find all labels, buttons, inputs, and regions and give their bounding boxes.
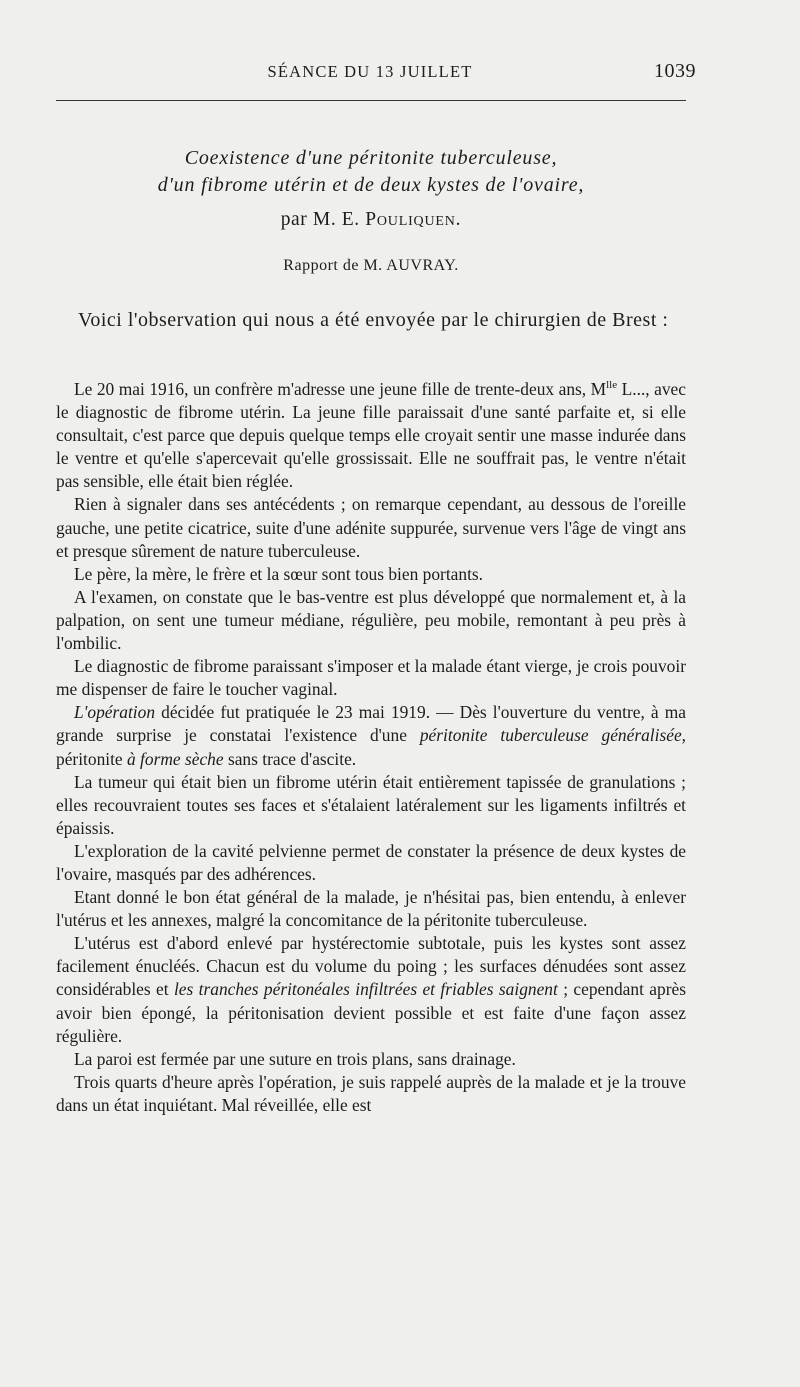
paragraph-1: Le 20 mai 1916, un confrère m'adresse une jeune fille de trente-deux ans, $M^{lle}$ L..., avec le diagnostic de fibrome utérin. La jeune fille paraissait d'une santé parfaite et, si elle consultait, c'est parce que depuis quelque temps elle croyait sentir une masse indurée dans le ventre et qu'elle s'apercevait qu'elle grossissait. Elle ne souffrait pas, le ventre n'était pas sensible, elle était bien réglée. [56, 379, 686, 492]
paragraph-5: Le diagnostic de fibrome paraissant s'imposer et la malade étant vierge, je crois pouvoir me dispenser de faire le toucher vaginal. [56, 656, 686, 700]
byline-author: Pouliquen. [365, 209, 462, 230]
article-title-line-1: Coexistence d'une péritonite tuberculeuse, [184, 147, 558, 169]
article-title [56, 145, 686, 199]
header-rule [56, 100, 686, 101]
article-title-line-2: d'un fibrome utérin et de deux kystes de l'ovaire, [157, 174, 585, 196]
report-line: Rapport de M. AUVRAY. [283, 257, 459, 274]
superscript-lle: lle [606, 379, 618, 392]
running-header [56, 60, 696, 86]
paragraph-6: L'opération décidée fut pratiquée le 23 mai 1919. — Dès l'ouverture du ventre, à ma grande surprise je constatai l'existence d'une péritonite tuberculeuse généralisée, péritonite à forme sèche sans trace d'ascite. [56, 702, 687, 769]
intro-paragraph: Voici l'observation qui nous a été envoyée par le chirurgien de Brest : [78, 309, 669, 331]
paragraph-9: Etant donné le bon état général de la malade, je n'hésitai pas, bien entendu, à enlever l'utérus et les annexes, malgré la concomitance de la péritonite tuberculeuse. [56, 887, 686, 931]
paragraph-8: L'exploration de la cavité pelvienne permet de constater la présence de deux kystes de l'ovaire, masqués par des adhérences. [56, 840, 686, 884]
body-text [56, 378, 686, 1117]
paragraph-7: La tumeur qui était bien un fibrome utérin était entièrement tapissée de granulations ; elles recouvraient toutes ses faces et s'étalaient latéralement sur les ligaments infiltrés et épaissis. [56, 771, 686, 838]
paragraph-12: Trois quarts d'heure après l'opération, je suis rappelé auprès de la malade et je la trouve dans un état inquiétant. Mal réveillée, elle est [56, 1071, 686, 1115]
paragraph-10: L'utérus est d'abord enlevé par hystérectomie subtotale, puis les kystes sont assez facilement énucléés. Chacun est du volume du poing ; les surfaces dénudées sont assez considérables et les tranches péritonéales infiltrées et friables saignent ; cependant après avoir bien épongé, la péritonisation devient possible et est faite d'une façon assez régulière. [56, 933, 686, 1046]
paragraph-11: La paroi est fermée par une suture en trois plans, sans drainage. [74, 1048, 516, 1069]
page-number: 1039 [654, 60, 696, 82]
paragraph-3: Le père, la mère, le frère et la sœur sont tous bien portants. [74, 563, 484, 584]
paragraph-2: Rien à signaler dans ses antécédents ; on remarque cependant, au dessous de l'oreille gauche, une petite cicatrice, suite d'une adénite suppurée, survenue vers l'âge de vingt ans et presque sûrement de nature tuberculeuse. [56, 494, 686, 561]
byline [56, 209, 686, 231]
running-title: SÉANCE DU 13 JUILLET [267, 62, 473, 81]
byline-prefix: par M. E. [280, 209, 360, 230]
paragraph-4: A l'examen, on constate que le bas-ventre est plus développé que normalement et, à la palpation, on sent une tumeur médiane, régulière, peu mobile, remontant à peu près à l'ombilic. [56, 586, 686, 654]
